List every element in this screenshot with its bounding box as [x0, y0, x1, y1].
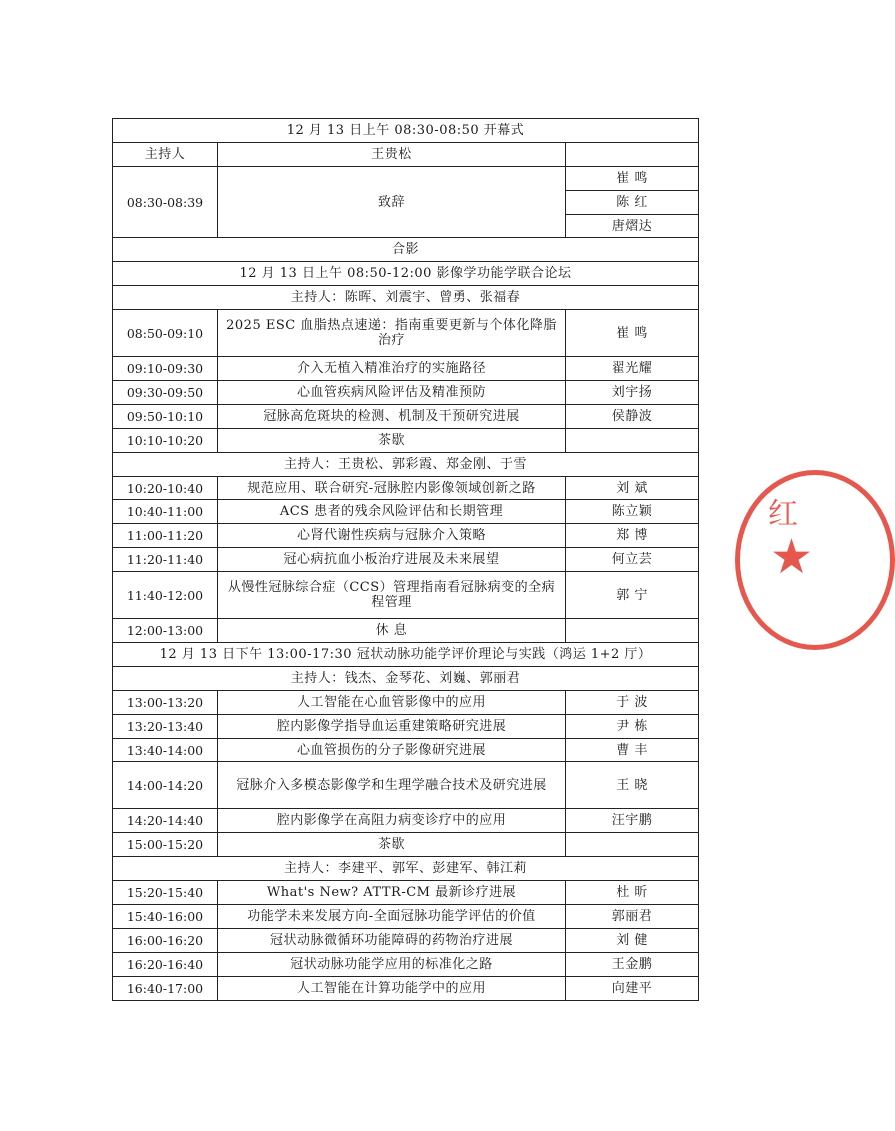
section-header: 12 月 13 日上午 08:30-08:50 开幕式: [113, 119, 699, 143]
section-header-row: [113, 666, 699, 690]
red-seal-stamp: [735, 470, 895, 650]
topic: 腔内影像学指导血运重建策略研究进展: [218, 714, 566, 738]
section-header-row: [113, 262, 699, 286]
time-slot: 08:30-08:39: [113, 166, 218, 238]
speaker: 郭丽君: [566, 905, 699, 929]
topic: 从慢性冠脉综合症（CCS）管理指南看冠脉病变的全病程管理: [218, 572, 566, 619]
speaker: [566, 833, 699, 857]
time-slot: 12:00-13:00: [113, 619, 218, 643]
time-slot: 09:50-10:10: [113, 404, 218, 428]
topic: What's New? ATTR-CM 最新诊疗进展: [218, 881, 566, 905]
section-header: 主持人：钱杰、金琴花、刘巍、郭丽君: [113, 666, 699, 690]
time-slot: 10:20-10:40: [113, 476, 218, 500]
topic: 功能学未来发展方向-全面冠脉功能学评估的价值: [218, 905, 566, 929]
speaker: 王 晓: [566, 762, 699, 809]
topic: 心血管损伤的分子影像研究进展: [218, 738, 566, 762]
topic: 冠心病抗血小板治疗进展及未来展望: [218, 548, 566, 572]
time-slot: 13:00-13:20: [113, 690, 218, 714]
topic: 茶歇: [218, 428, 566, 452]
time-slot: 08:50-09:10: [113, 310, 218, 357]
topic: 冠状动脉功能学应用的标准化之路: [218, 952, 566, 976]
topic: 冠脉介入多模态影像学和生理学融合技术及研究进展: [218, 762, 566, 809]
speaker: 侯静波: [566, 404, 699, 428]
speaker: 于 波: [566, 690, 699, 714]
speech-row: [113, 166, 699, 190]
talk-row: [113, 833, 699, 857]
time-slot: 13:20-13:40: [113, 714, 218, 738]
topic: 腔内影像学在高阻力病变诊疗中的应用: [218, 809, 566, 833]
speaker: 尹 栋: [566, 714, 699, 738]
topic: 休 息: [218, 619, 566, 643]
time-slot: 16:00-16:20: [113, 928, 218, 952]
section-header-row: [113, 643, 699, 667]
empty-cell: [566, 142, 699, 166]
topic: 介入无植入精准治疗的实施路径: [218, 357, 566, 381]
host-label: 主持人: [113, 142, 218, 166]
time-slot: 13:40-14:00: [113, 738, 218, 762]
section-header-row: [113, 286, 699, 310]
talk-row: [113, 500, 699, 524]
time-slot: 16:20-16:40: [113, 952, 218, 976]
section-header: 主持人：王贵松、郭彩霞、郑金刚、于雪: [113, 452, 699, 476]
time-slot: 10:40-11:00: [113, 500, 218, 524]
time-slot: 16:40-17:00: [113, 976, 218, 1000]
speaker: 汪宇鹏: [566, 809, 699, 833]
agenda-table: [112, 118, 699, 1001]
time-slot: 09:10-09:30: [113, 357, 218, 381]
speaker: 唐熠达: [566, 214, 699, 238]
time-slot: 15:40-16:00: [113, 905, 218, 929]
section-header: 主持人：李建平、郭军、彭建军、韩江莉: [113, 857, 699, 881]
host-name: 王贵松: [218, 142, 566, 166]
talk-row: [113, 976, 699, 1000]
talk-row: [113, 690, 699, 714]
host-row: [113, 142, 699, 166]
speaker: 杜 昕: [566, 881, 699, 905]
talk-row: [113, 572, 699, 619]
talk-row: [113, 881, 699, 905]
talk-row: [113, 428, 699, 452]
speaker: 崔 鸣: [566, 310, 699, 357]
talk-row: [113, 762, 699, 809]
talk-row: [113, 381, 699, 405]
talk-row: [113, 809, 699, 833]
talk-row: [113, 548, 699, 572]
talk-row: [113, 476, 699, 500]
section-header-row: [113, 857, 699, 881]
speaker: 郭 宁: [566, 572, 699, 619]
talk-row: [113, 952, 699, 976]
section-header: 12 月 13 日上午 08:50-12:00 影像学功能学联合论坛: [113, 262, 699, 286]
talk-row: [113, 619, 699, 643]
topic: 冠脉高危斑块的检测、机制及干预研究进展: [218, 404, 566, 428]
time-slot: 09:30-09:50: [113, 381, 218, 405]
topic: 致辞: [218, 166, 566, 238]
topic: 人工智能在计算功能学中的应用: [218, 976, 566, 1000]
speaker: 曹 丰: [566, 738, 699, 762]
topic: 规范应用、联合研究-冠脉腔内影像领域创新之路: [218, 476, 566, 500]
time-slot: 15:00-15:20: [113, 833, 218, 857]
speaker: 郑 博: [566, 524, 699, 548]
talk-row: [113, 404, 699, 428]
agenda-body: [113, 119, 699, 1001]
topic: ACS 患者的残余风险评估和长期管理: [218, 500, 566, 524]
speaker: 陈立颖: [566, 500, 699, 524]
speaker: 翟光耀: [566, 357, 699, 381]
topic: 茶歇: [218, 833, 566, 857]
speaker: 王金鹏: [566, 952, 699, 976]
speaker: 刘 斌: [566, 476, 699, 500]
topic: 心肾代谢性疾病与冠脉介入策略: [218, 524, 566, 548]
speaker: 何立芸: [566, 548, 699, 572]
talk-row: [113, 357, 699, 381]
time-slot: 15:20-15:40: [113, 881, 218, 905]
topic: 冠状动脉微循环功能障碍的药物治疗进展: [218, 928, 566, 952]
speaker: 陈 红: [566, 190, 699, 214]
talk-row: [113, 524, 699, 548]
speaker: 刘 健: [566, 928, 699, 952]
talk-row: [113, 738, 699, 762]
topic: 人工智能在心血管影像中的应用: [218, 690, 566, 714]
section-header: 合影: [113, 238, 699, 262]
time-slot: 10:10-10:20: [113, 428, 218, 452]
speaker: 崔 鸣: [566, 166, 699, 190]
topic: 2025 ESC 血脂热点速递：指南重要更新与个体化降脂治疗: [218, 310, 566, 357]
talk-row: [113, 905, 699, 929]
time-slot: 11:40-12:00: [113, 572, 218, 619]
stamp-text: 红: [768, 497, 800, 532]
time-slot: 14:00-14:20: [113, 762, 218, 809]
topic: 心血管疾病风险评估及精准预防: [218, 381, 566, 405]
speaker: 刘宇扬: [566, 381, 699, 405]
time-slot: 11:00-11:20: [113, 524, 218, 548]
time-slot: 14:20-14:40: [113, 809, 218, 833]
section-header-row: [113, 119, 699, 143]
section-header-row: [113, 452, 699, 476]
speaker: [566, 619, 699, 643]
talk-row: [113, 310, 699, 357]
talk-row: [113, 714, 699, 738]
time-slot: 11:20-11:40: [113, 548, 218, 572]
speaker: 向建平: [566, 976, 699, 1000]
speaker: [566, 428, 699, 452]
section-header: 12 月 13 日下午 13:00-17:30 冠状动脉功能学评价理论与实践（鸿运 1+2 厅）: [113, 643, 699, 667]
section-header: 主持人：陈晖、刘震宇、曾勇、张福春: [113, 286, 699, 310]
section-header-row: [113, 238, 699, 262]
star-icon: ★: [770, 529, 814, 585]
talk-row: [113, 928, 699, 952]
